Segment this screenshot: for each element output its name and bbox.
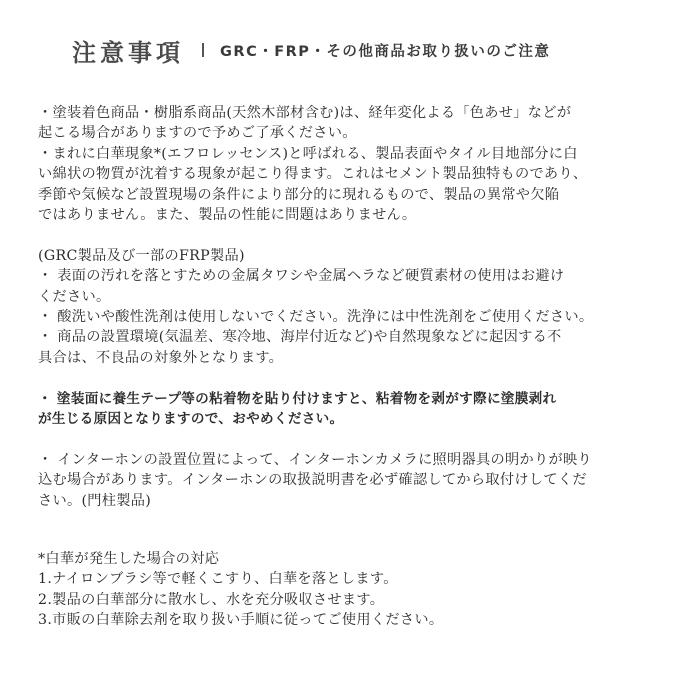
- text-line: ・まれに白華現象*(エフロレッセンス)と呼ばれる、製品表面やタイル目地部分に白: [38, 145, 578, 162]
- spacer: [38, 511, 668, 549]
- text-line: ・ インターホンの設置位置によって、インターホンカメラに照明器具の明かりが映り: [38, 451, 592, 468]
- text-line: さい。(門柱製品): [38, 492, 152, 509]
- text-line: ・ 商品の設置環境(気温差、寒冷地、海岸付近など)や自然現象などに起因する不: [38, 329, 562, 346]
- adhesive-warning-section: [38, 389, 668, 430]
- page-title: 注意事項: [72, 38, 184, 67]
- section-heading: *白華が発生した場合の対応: [38, 551, 220, 568]
- spacer: [38, 225, 668, 245]
- page-subtitle: GRC・FRP・その他商品お取り扱いのご注意: [220, 43, 551, 60]
- text-line: ください。: [38, 288, 111, 305]
- text-line: ではありません。また、製品の性能に問題はありません。: [38, 207, 417, 224]
- list-item: 3.市販の白華除去剤を取り扱い手順に従ってご使用ください。: [38, 612, 444, 629]
- spacer: [38, 429, 668, 449]
- warning-line: が生じる原因となりますので、おやめください。: [38, 411, 344, 428]
- text-line: い綿状の物質が沈着する現象が起こり得ます。これはセメント製品独特ものであり、: [38, 166, 588, 183]
- spacer: [38, 368, 668, 388]
- text-line: 季節や気候など設置現場の条件により部分的に現れるもので、製品の異常や欠陥: [38, 186, 560, 203]
- text-line: 具合は、不良品の対象外となります。: [38, 349, 284, 366]
- general-notice-section: [38, 103, 668, 225]
- text-line: ・ 表面の汚れを落とすための金属タワシや金属ヘラなど硬質素材の使用はお避け: [38, 268, 565, 285]
- efflorescence-response-section: [38, 549, 668, 631]
- text-line: ・塗装着色商品・樹脂系商品(天然木部材含む)は、経年変化よる「色あせ」などが: [38, 105, 572, 121]
- header: [72, 30, 672, 70]
- warning-line: ・ 塗装面に養生テープ等の粘着物を貼り付けますと、粘着物を剥がす際に塗膜剥れ: [38, 390, 557, 407]
- list-item: 2.製品の白華部分に散水し、水を充分吸収させます。: [38, 591, 385, 608]
- title-divider: [202, 43, 204, 57]
- list-item: 1.ナイロンブラシ等で軽くこすり、白華を落とします。: [38, 571, 398, 588]
- section-heading: (GRC製品及び一部のFRP製品): [38, 247, 245, 264]
- text-line: 込む場合があります。インターホンの取扱説明書を必ず確認してから取付けしてくだ: [38, 472, 587, 489]
- intercom-notice-section: [38, 450, 668, 511]
- text-line: 起こる場合がありますので予めご了承ください。: [38, 125, 357, 142]
- notice-body: [38, 103, 668, 631]
- text-line: ・ 酸洗いや酸性洗剤は使用しないでください。洗浄には中性洗剤をご使用ください。: [38, 309, 594, 326]
- grc-frp-notice-section: [38, 246, 668, 368]
